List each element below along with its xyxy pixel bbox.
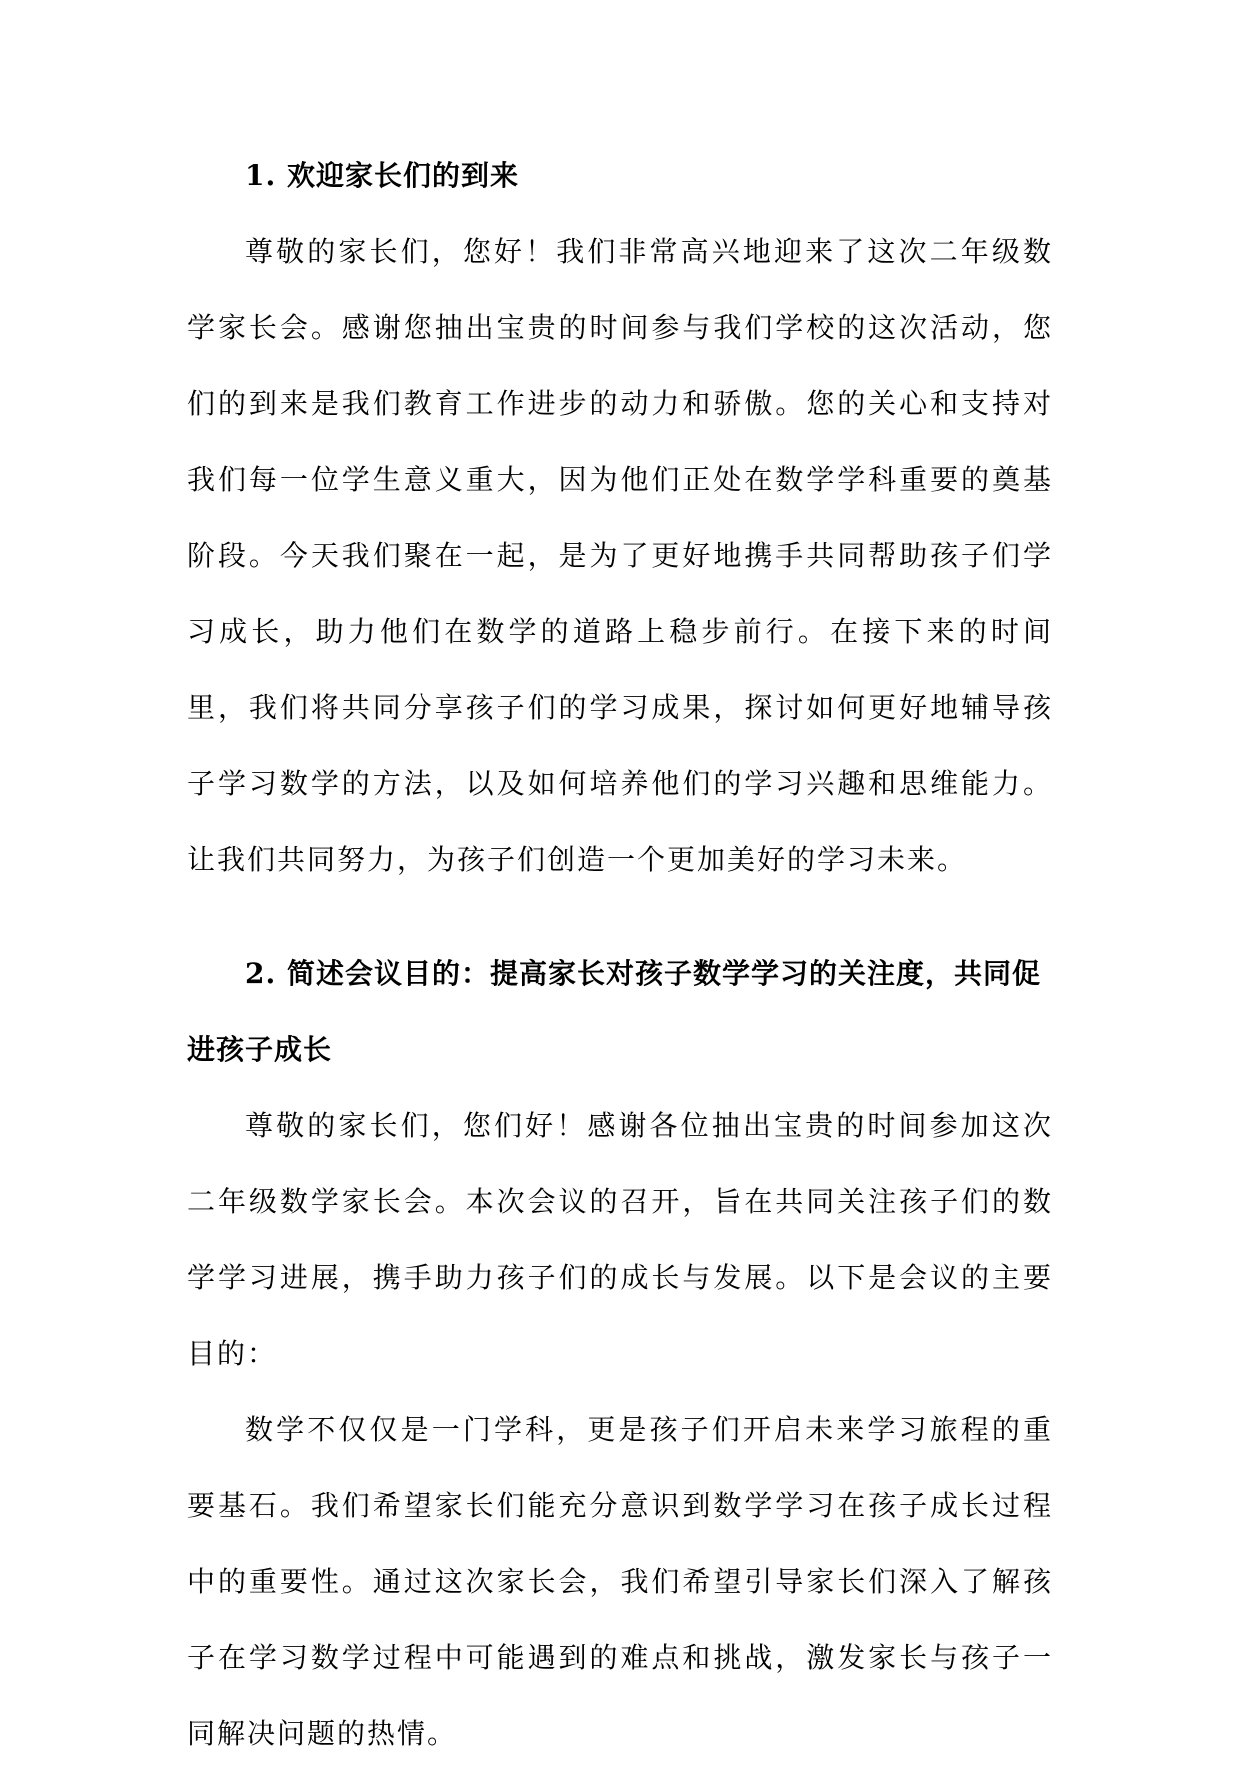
section-1-heading: 1. 欢迎家长们的到来 — [245, 159, 519, 192]
section-1-paragraph: 尊敬的家长们，您好！我们非常高兴地迎来了这次二年级数学家长会。感谢您抽出宝贵的时间参与我们学校的这次活动，您们的到来是我们教育工作进步的动力和骄傲。您的关心和支持对我们每一位学生意义重大，因为他们正处在数学学科重要的奠基阶段。今天我们聚在一起，是为了更好地携手共同帮助孩子们学习成长，助力他们在数学的道路上稳步前行。在接下来的时间里，我们将共同分享孩子们的学习成果，探讨如何更好地辅导孩子学习数学的方法，以及如何培养他们的学习兴趣和思维能力。让我们共同努力，为孩子们创造一个更加美好的学习未来。 — [187, 235, 1053, 876]
section-2-heading: 2. 简述会议目的：提高家长对孩子数学学习的关注度，共同促进孩子成长 — [187, 957, 1041, 1066]
section-2-paragraph-1: 尊敬的家长们，您们好！感谢各位抽出宝贵的时间参加这次二年级数学家长会。本次会议的召开，旨在共同关注孩子们的数学学习进展，携手助力孩子们的成长与发展。以下是会议的主要目的： — [187, 1109, 1053, 1370]
section-2-paragraph-2: 数学不仅仅是一门学科，更是孩子们开启未来学习旅程的重要基石。我们希望家长们能充分意识到数学学习在孩子成长过程中的重要性。通过这次家长会，我们希望引导家长们深入了解孩子在学习数学过程中可能遇到的难点和挑战，激发家长与孩子一同解决问题的热情。 — [187, 1413, 1053, 1750]
document-body — [187, 138, 1053, 1772]
